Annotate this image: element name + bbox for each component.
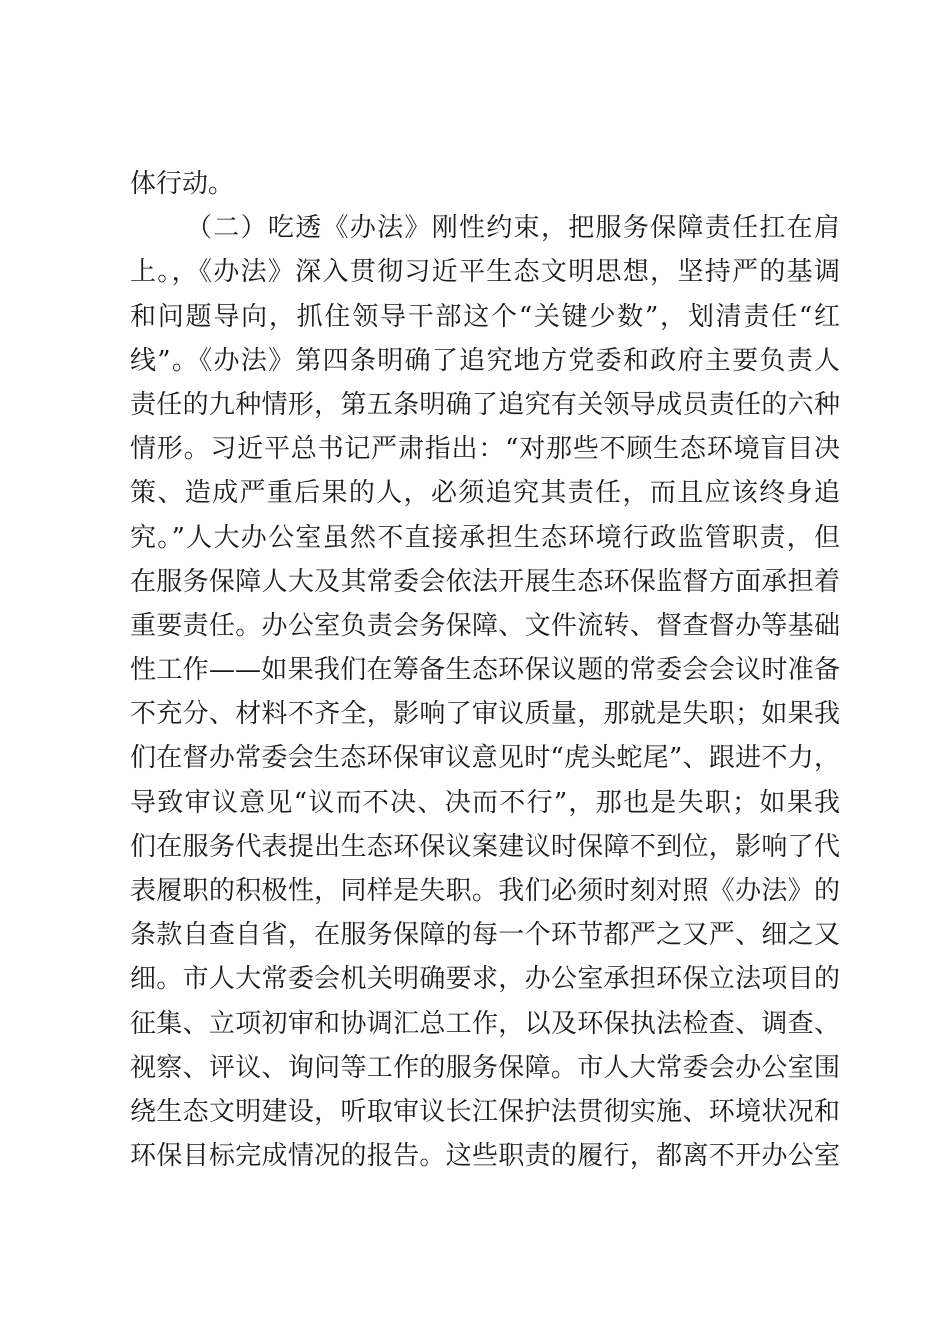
section-heading-line: （二）吃透《办法》刚性约束，把服务保障责任扛在肩	[186, 213, 840, 244]
text-line: 表履职的积极性，同样是失职。我们必须时刻对照《办法》的	[130, 876, 840, 906]
document-body	[130, 162, 840, 1178]
text-line: 条款自查自省，在服务保障的每一个环节都严之又严、细之又	[130, 920, 840, 951]
text-line: 性工作——如果我们在筹备生态环保议题的常委会会议时准备	[130, 655, 840, 686]
text-line: 们在督办常委会生态环保审议意见时“虎头蛇尾”、跟进不力，	[130, 743, 840, 774]
text-line: 策、造成严重后果的人，必须追究其责任，而且应该终身追	[130, 478, 840, 509]
text-line: 在服务保障人大及其常委会依法开展生态环保监督方面承担着	[130, 566, 840, 597]
text-line: 责任的九种情形，第五条明确了追究有关领导成员责任的六种	[130, 389, 840, 420]
text-line: 不充分、材料不齐全，影响了审议质量，那就是失职；如果我	[130, 699, 840, 730]
text-line: 线”。《办法》第四条明确了追究地方党委和政府主要负责人	[130, 345, 840, 376]
text-line: 绕生态文明建设，听取审议长江保护法贯彻实施、环境状况和	[130, 1096, 840, 1127]
text-line: 情形。习近平总书记严肃指出：“对那些不顾生态环境盲目决	[130, 434, 840, 465]
text-line: 和问题导向，抓住领导干部这个“关键少数”，划清责任“红	[130, 301, 840, 332]
text-line: 导致审议意见“议而不决、决而不行”，那也是失职；如果我	[130, 787, 840, 818]
text-line: 征集、立项初审和协调汇总工作，以及环保执法检查、调查、	[130, 1008, 840, 1039]
text-line: 体行动。	[130, 169, 235, 199]
text-line: 重要责任。办公室负责会务保障、文件流转、督查督办等基础	[130, 610, 840, 641]
text-line: 视察、评议、询问等工作的服务保障。市人大常委会办公室围	[130, 1052, 840, 1083]
text-line: 细。市人大常委会机关明确要求，办公室承担环保立法项目的	[130, 964, 840, 995]
text-line: 环保目标完成情况的报告。这些职责的履行，都离不开办公室	[130, 1141, 840, 1172]
text-line: 们在服务代表提出生态环保议案建议时保障不到位，影响了代	[130, 831, 840, 862]
text-line: 上。，《办法》深入贯彻习近平生态文明思想，坚持严的基调	[130, 257, 840, 288]
text-line: 究。”人大办公室虽然不直接承担生态环境行政监管职责，但	[130, 522, 840, 553]
